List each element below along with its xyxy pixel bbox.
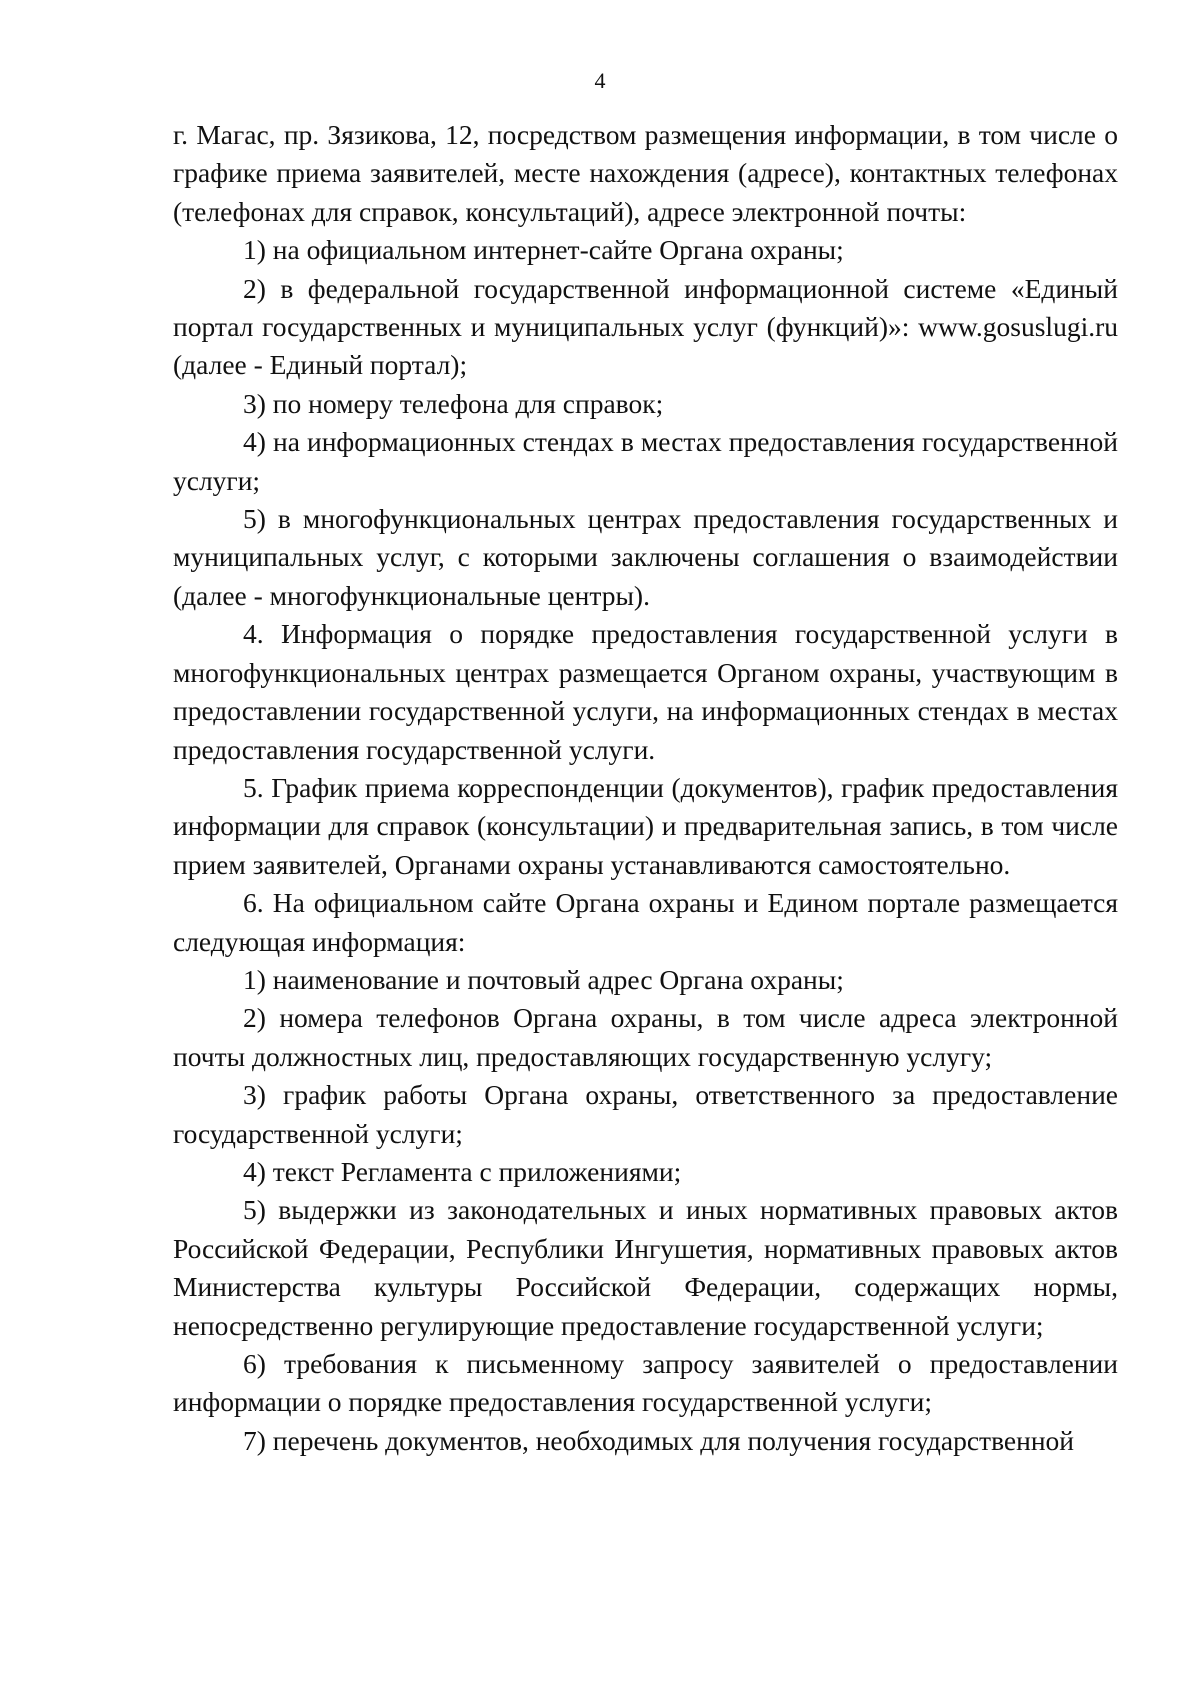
- paragraph-info-item-1: 1) наименование и почтовый адрес Органа охраны;: [243, 963, 844, 995]
- paragraph-item-phone: 3) по номеру телефона для справок;: [243, 387, 664, 419]
- paragraph-clause-6: 6. На официальном сайте Органа охраны и Едином портале размещается следующая информация:: [173, 887, 1118, 957]
- paragraph-info-item-5: 5) выдержки из законодательных и иных нормативных правовых актов Российской Федерации, Республики Ингушетия, нормативных правовых актов Министерства культуры Российской Федерации, содержащих нормы, непосредственно регулирующие предоставление государственной услуги;: [173, 1194, 1118, 1341]
- paragraph-item-website: 1) на официальном интернет-сайте Органа охраны;: [243, 234, 844, 266]
- paragraph-item-stands: 4) на информационных стендах в местах предоставления государственной услуги;: [173, 426, 1118, 496]
- page-number: 4: [594, 68, 606, 93]
- document-body: [173, 116, 1118, 1460]
- paragraph-item-unified-portal: 2) в федеральной государственной информационной системе «Единый портал государственных и муниципальных услуг (функций)»: www.gosuslugi.ru (далее - Единый портал);: [173, 272, 1118, 381]
- paragraph-clause-5: 5. График приема корреспонденции (документов), график предоставления информации для справок (консультации) и предварительная запись, в том числе прием заявителей, Органами охраны устанавливаются самостоятельно.: [173, 771, 1118, 880]
- paragraph-clause-4: 4. Информация о порядке предоставления государственной услуги в многофункциональных центрах размещается Органом охраны, участвующим в предоставлении государственной услуги, на информационных стендах в местах предоставления государственной услуги.: [173, 618, 1118, 765]
- paragraph-address-intro: г. Магас, пр. Зязикова, 12, посредством размещения информации, в том числе о графике приема заявителей, месте нахождения (адресе), контактных телефонах (телефонах для справок, консультаций), адресе электронной почты:: [173, 119, 1118, 227]
- paragraph-info-item-7: 7) перечень документов, необходимых для получения государственной: [243, 1424, 1075, 1456]
- paragraph-info-item-4: 4) текст Регламента с приложениями;: [243, 1155, 682, 1187]
- paragraph-info-item-6: 6) требования к письменному запросу заявителей о предоставлении информации о порядке предоставления государственной услуги;: [173, 1348, 1118, 1418]
- paragraph-info-item-3: 3) график работы Органа охраны, ответственного за предоставление государственной услуги;: [173, 1079, 1118, 1149]
- paragraph-item-mfc: 5) в многофункциональных центрах предоставления государственных и муниципальных услуг, с которыми заключены соглашения о взаимодействии (далее - многофункциональные центры).: [173, 503, 1118, 611]
- paragraph-info-item-2: 2) номера телефонов Органа охраны, в том числе адреса электронной почты должностных лиц, предоставляющих государственную услугу;: [173, 1002, 1118, 1072]
